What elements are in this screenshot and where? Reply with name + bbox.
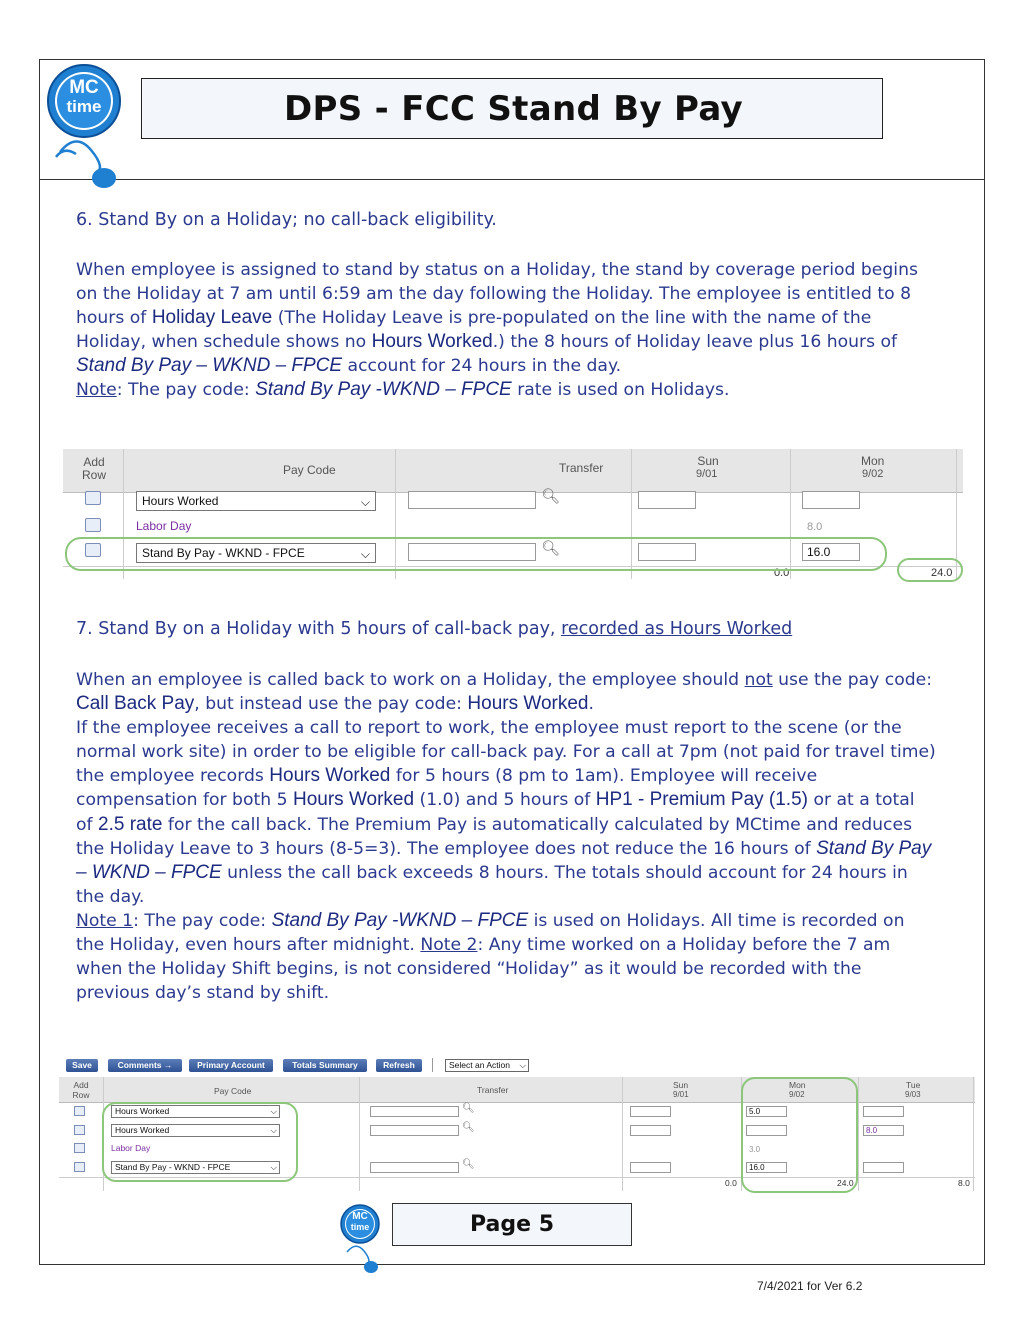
paycode-select-1[interactable]: Hours Worked ⌵ bbox=[111, 1105, 280, 1118]
col-pay-code: Pay Code bbox=[283, 463, 336, 477]
logo-text-mc: MC bbox=[69, 77, 99, 98]
sun-input-1[interactable] bbox=[638, 491, 696, 509]
add-row-icon[interactable] bbox=[85, 518, 101, 532]
mon-input-3[interactable]: 16.0 bbox=[802, 543, 860, 561]
tue-input-4[interactable] bbox=[863, 1162, 904, 1173]
mctime-logo-small bbox=[339, 1203, 383, 1275]
total-sun: 0.0 bbox=[725, 1178, 737, 1188]
paycode-select-3[interactable]: Stand By Pay - WKND - FPCE ⌵ bbox=[136, 543, 376, 563]
tue-input-2[interactable]: 8.0 bbox=[863, 1125, 904, 1136]
transfer-input-1[interactable] bbox=[408, 491, 536, 509]
add-row-icon[interactable] bbox=[74, 1143, 85, 1153]
s7-hp1-premium: HP1 - Premium Pay (1.5) bbox=[595, 789, 808, 811]
chevron-down-icon: ⌵ bbox=[270, 1106, 277, 1116]
col-sun: Sun bbox=[673, 1080, 689, 1090]
mon-input-1[interactable] bbox=[802, 491, 860, 509]
s6-text-2: (The Holiday Leave is pre-populated on the line with the name of the Holiday, when schedule shows no bbox=[76, 308, 872, 353]
s7-hours-worked: Hours Worked bbox=[467, 693, 589, 715]
chevron-down-icon: ⌵ bbox=[270, 1125, 277, 1135]
transfer-input-2[interactable] bbox=[370, 1125, 459, 1136]
version-date: 7/4/2021 for Ver 6.2 bbox=[757, 1279, 863, 1293]
page-number: Page 5 bbox=[392, 1203, 632, 1246]
add-row-icon[interactable] bbox=[85, 491, 101, 505]
transfer-input-1[interactable] bbox=[370, 1106, 459, 1117]
s7-note1-label: Note 1 bbox=[76, 910, 134, 931]
s7-note2-label: Note 2 bbox=[420, 935, 478, 956]
total-mon: 24.0 bbox=[931, 567, 953, 579]
mctime-logo bbox=[46, 62, 126, 192]
col-mon-date: 9/02 bbox=[862, 468, 884, 480]
labor-day-mon: 8.0 bbox=[807, 521, 823, 533]
labor-day-label: Labor Day bbox=[136, 519, 192, 533]
s6-note-label: Note bbox=[76, 380, 117, 401]
section-7-body: When an employee is called back to work on a Holiday, the employee should not use the pay code: Call Back Pay, but instead use the pay code: Hours Worked. If the employee receives a call to report to work, the employee must report to the scene (or the normal work site) in order to be eligible for call-back pay. For a call at 7pm (not paid for travel time) the employee records Hours Worked for 5 hours (8 pm to 1am). Employee will receive compensation for both 5 Hours Worked (1.0) and 5 hours of HP1 - Premium Pay (1.5) or at a total of 2.5 rate for the call back. The Premium Pay is automatically calculated by MCtime and reduces the Holiday Leave to 3 hours (8-5=3). The employee does not reduce the 16 hours of Stand By Pay – WKND – FPCE unless the call back exceeds 8 hours. The totals should account for 24 hours in the day. Note 1: The pay code: Stand By Pay -WKND – FPCE is used on Holidays. All time is recorded on the Holiday, even hours after midnight. Note 2: Any time worked on a Holiday before the 7 am when the Holiday Shift begins, is not considered “Holiday” as it would be recorded with the previous day’s stand by shift. bbox=[76, 670, 936, 1004]
sun-input-2[interactable] bbox=[630, 1125, 671, 1136]
paycode-select-4[interactable]: Stand By Pay - WKND - FPCE ⌵ bbox=[111, 1161, 280, 1174]
col-mon-date: 9/02 bbox=[789, 1090, 805, 1099]
comments-button[interactable]: Comments → bbox=[108, 1059, 182, 1072]
labor-day-mon: 3.0 bbox=[749, 1145, 761, 1154]
col-pay-code: Pay Code bbox=[214, 1086, 252, 1096]
logo-text-mc: MC bbox=[352, 1211, 368, 1222]
timecard-screenshot-1 bbox=[63, 449, 963, 586]
labor-day-label: Labor Day bbox=[111, 1143, 151, 1153]
add-row-icon[interactable] bbox=[74, 1106, 85, 1116]
paycode-select-1[interactable]: Hours Worked ⌵ bbox=[136, 491, 376, 511]
s6-note-end: rate is used on Holidays. bbox=[511, 380, 730, 401]
logo-text-time: time bbox=[66, 97, 102, 116]
s6-text-1: When employee is assigned to stand by status on a Holiday, the stand by coverage period begins on the Holiday at 7 am until 6:59 am the day following the Holiday. The employee is entitled to 8 hours of bbox=[76, 260, 918, 329]
sun-input-1[interactable] bbox=[630, 1106, 671, 1117]
logo-text-time: time bbox=[350, 1222, 370, 1232]
mon-input-1[interactable]: 5.0 bbox=[746, 1106, 787, 1117]
chevron-down-icon: ⌵ bbox=[360, 495, 370, 509]
paycode-select-2[interactable]: Hours Worked ⌵ bbox=[111, 1124, 280, 1137]
refresh-button[interactable]: Refresh bbox=[376, 1059, 422, 1072]
col-mon: Mon bbox=[789, 1080, 806, 1090]
total-tue: 8.0 bbox=[958, 1178, 970, 1188]
add-row-icon[interactable] bbox=[74, 1162, 85, 1172]
col-mon: Mon bbox=[861, 454, 885, 468]
highlight-oval bbox=[65, 537, 887, 571]
s6-holiday-leave: Holiday Leave bbox=[151, 307, 273, 329]
header-divider bbox=[39, 179, 985, 180]
chevron-down-icon: ⌵ bbox=[270, 1162, 277, 1172]
col-sun: Sun bbox=[697, 454, 719, 468]
section-7-title: 7. Stand By on a Holiday with 5 hours of call-back pay, recorded as Hours Worked bbox=[76, 619, 793, 639]
s7-callback-pay: Call Back Pay bbox=[76, 693, 195, 715]
chevron-down-icon: ⌵ bbox=[519, 1060, 526, 1070]
s6-text-3: .) the 8 hours of Holiday leave plus 16 hours of bbox=[492, 332, 898, 353]
col-sun-date: 9/01 bbox=[673, 1090, 689, 1099]
sun-input-4[interactable] bbox=[630, 1162, 671, 1173]
mon-input-4[interactable]: 16.0 bbox=[746, 1162, 787, 1173]
s7-not: not bbox=[744, 670, 773, 690]
col-sun-date: 9/01 bbox=[696, 468, 718, 480]
chevron-down-icon: ⌵ bbox=[360, 547, 370, 561]
s6-text-4: account for 24 hours in the day. bbox=[342, 356, 622, 377]
highlight-oval bbox=[897, 558, 963, 582]
page-title-box bbox=[141, 78, 883, 139]
section-7-title-underlined: recorded as Hours Worked bbox=[561, 619, 793, 639]
highlight-oval bbox=[102, 1102, 298, 1182]
search-icon[interactable]: 🔍︎ bbox=[462, 1159, 475, 1170]
add-row-icon[interactable] bbox=[74, 1125, 85, 1135]
total-mon: 24.0 bbox=[837, 1178, 854, 1188]
totals-summary-button[interactable]: Totals Summary bbox=[283, 1059, 367, 1072]
timecard-screenshot-2 bbox=[59, 1053, 975, 1193]
highlight-oval bbox=[741, 1077, 858, 1193]
col-tue-date: 9/03 bbox=[905, 1090, 921, 1099]
total-sun: 0.0 bbox=[774, 567, 790, 579]
primary-account-button[interactable]: Primary Account bbox=[189, 1059, 273, 1072]
col-tue: Tue bbox=[906, 1080, 921, 1090]
search-icon[interactable]: 🔍︎ bbox=[541, 488, 561, 505]
save-button[interactable]: Save bbox=[66, 1059, 98, 1072]
s6-note-text: : The pay code: bbox=[116, 380, 256, 401]
section-6-title: 6. Stand By on a Holiday; no call-back eligibility. bbox=[76, 210, 497, 230]
page-title: DPS - FCC Stand By Pay bbox=[284, 88, 744, 129]
s6-standby-code: Stand By Pay – WKND – FPCE bbox=[76, 355, 343, 377]
col-add-row: Add Row bbox=[81, 455, 106, 482]
s6-note-code: Stand By Pay -WKND – FPCE bbox=[255, 379, 512, 401]
s7-note1-code: Stand By Pay -WKND – FPCE bbox=[271, 909, 529, 931]
col-add-row: Add Row bbox=[72, 1080, 90, 1100]
s7-rate: 2.5 rate bbox=[98, 813, 163, 835]
col-transfer: Transfer bbox=[477, 1085, 509, 1095]
col-transfer: Transfer bbox=[559, 461, 604, 475]
action-select[interactable]: Select an Action ⌵ bbox=[445, 1059, 529, 1072]
tue-input-1[interactable] bbox=[863, 1106, 904, 1117]
section-6-body bbox=[76, 258, 936, 403]
s7-standby-code: Stand By Pay – WKND – FPCE bbox=[76, 837, 932, 883]
s6-hours-worked: Hours Worked bbox=[371, 331, 493, 353]
search-icon[interactable]: 🔍︎ bbox=[541, 540, 561, 557]
search-icon[interactable]: 🔍︎ bbox=[462, 1122, 475, 1133]
transfer-input-4[interactable] bbox=[370, 1162, 459, 1173]
search-icon[interactable]: 🔍︎ bbox=[462, 1103, 475, 1114]
